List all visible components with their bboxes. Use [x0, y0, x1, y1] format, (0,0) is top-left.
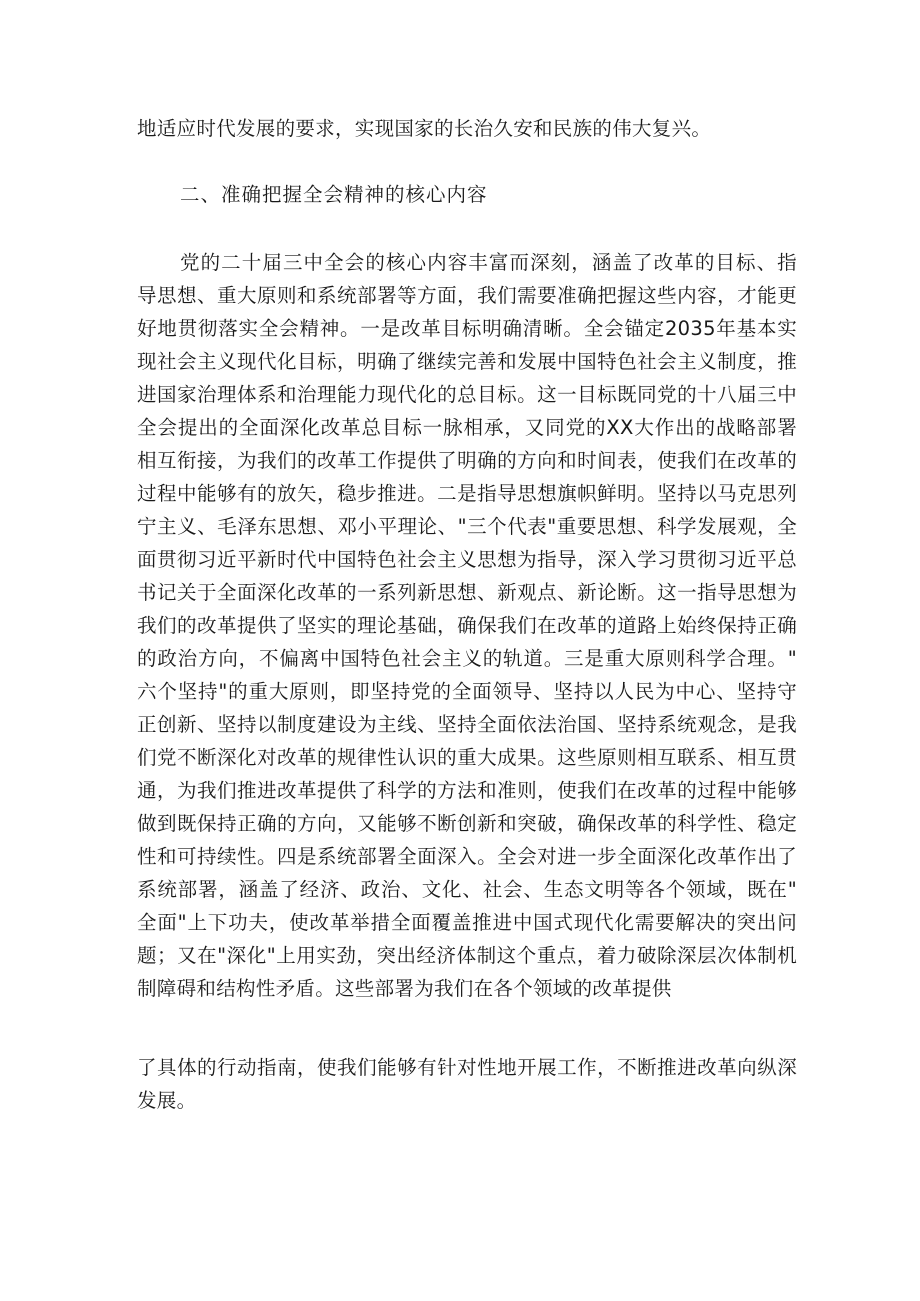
paragraph-line: 性和可持续性。四是系统部署全面深入。全会对进一步全面深化改革作出了	[137, 845, 797, 868]
paragraph-line: 制障碍和结构性矛盾。这些部署为我们在各个领域的改革提供	[137, 977, 672, 1000]
paragraph-line: 导思想、重大原则和系统部署等方面，我们需要准确把握这些内容，才能更	[137, 284, 797, 307]
paragraph-line: 进国家治理体系和治理能力现代化的总目标。这一目标既同党的十八届三中	[137, 383, 797, 406]
paragraph-line: 们党不断深化对改革的规律性认识的重大成果。这些原则相互联系、相互贯	[137, 746, 797, 769]
section-heading: 二、准确把握全会精神的核心内容	[180, 183, 488, 206]
paragraph-line: 党的二十届三中全会的核心内容丰富而深刻，涵盖了改革的目标、指	[180, 251, 797, 274]
paragraph-line: 的政治方向，不偏离中国特色社会主义的轨道。三是重大原则科学合理。"	[137, 647, 797, 670]
paragraph-line: 通，为我们推进改革提供了科学的方法和准则，使我们在改革的过程中能够	[137, 779, 797, 802]
paragraph-line: 我们的改革提供了坚实的理论基础，确保我们在改革的道路上始终保持正确	[137, 614, 797, 637]
paragraph-line: 宁主义、毛泽东思想、邓小平理论、"三个代表"重要思想、科学发展观，全	[137, 515, 797, 538]
paragraph-line: 系统部署，涵盖了经济、政治、文化、社会、生态文明等各个领域，既在"	[137, 878, 797, 901]
paragraph-line: 了具体的行动指南，使我们能够有针对性地开展工作，不断推进改革向纵深	[137, 1056, 797, 1079]
paragraph-line: 全面"上下功夫，使改革举措全面覆盖推进中国式现代化需要解决的突出问	[137, 911, 797, 934]
paragraph-line: 现社会主义现代化目标，明确了继续完善和发展中国特色社会主义制度，推	[137, 350, 797, 373]
paragraph-line: 题；又在"深化"上用实劲，突出经济体制这个重点，着力破除深层次体制机	[137, 944, 797, 967]
paragraph-line: 过程中能够有的放矢，稳步推进。二是指导思想旗帜鲜明。坚持以马克思列	[137, 482, 797, 505]
paragraph-line: 好地贯彻落实全会精神。一是改革目标明确清晰。全会锚定2035年基本实	[137, 317, 797, 340]
paragraph-line: 面贯彻习近平新时代中国特色社会主义思想为指导，深入学习贯彻习近平总	[137, 548, 797, 571]
paragraph-line: 做到既保持正确的方向，又能够不断创新和突破，确保改革的科学性、稳定	[137, 812, 797, 835]
paragraph-line: 全会提出的全面深化改革总目标一脉相承，又同党的XX大作出的战略部署	[137, 416, 797, 439]
paragraph-line: 正创新、坚持以制度建设为主线、坚持全面依法治国、坚持系统观念，是我	[137, 713, 797, 736]
paragraph-line: 书记关于全面深化改革的一系列新思想、新观点、新论断。这一指导思想为	[137, 581, 797, 604]
intro-tail-line: 地适应时代发展的要求，实现国家的长治久安和民族的伟大复兴。	[137, 117, 712, 140]
paragraph-line: 发展。	[137, 1089, 197, 1112]
paragraph-line: 六个坚持"的重大原则，即坚持党的全面领导、坚持以人民为中心、坚持守	[137, 680, 797, 703]
paragraph-line: 相互衔接，为我们的改革工作提供了明确的方向和时间表，使我们在改革的	[137, 449, 797, 472]
